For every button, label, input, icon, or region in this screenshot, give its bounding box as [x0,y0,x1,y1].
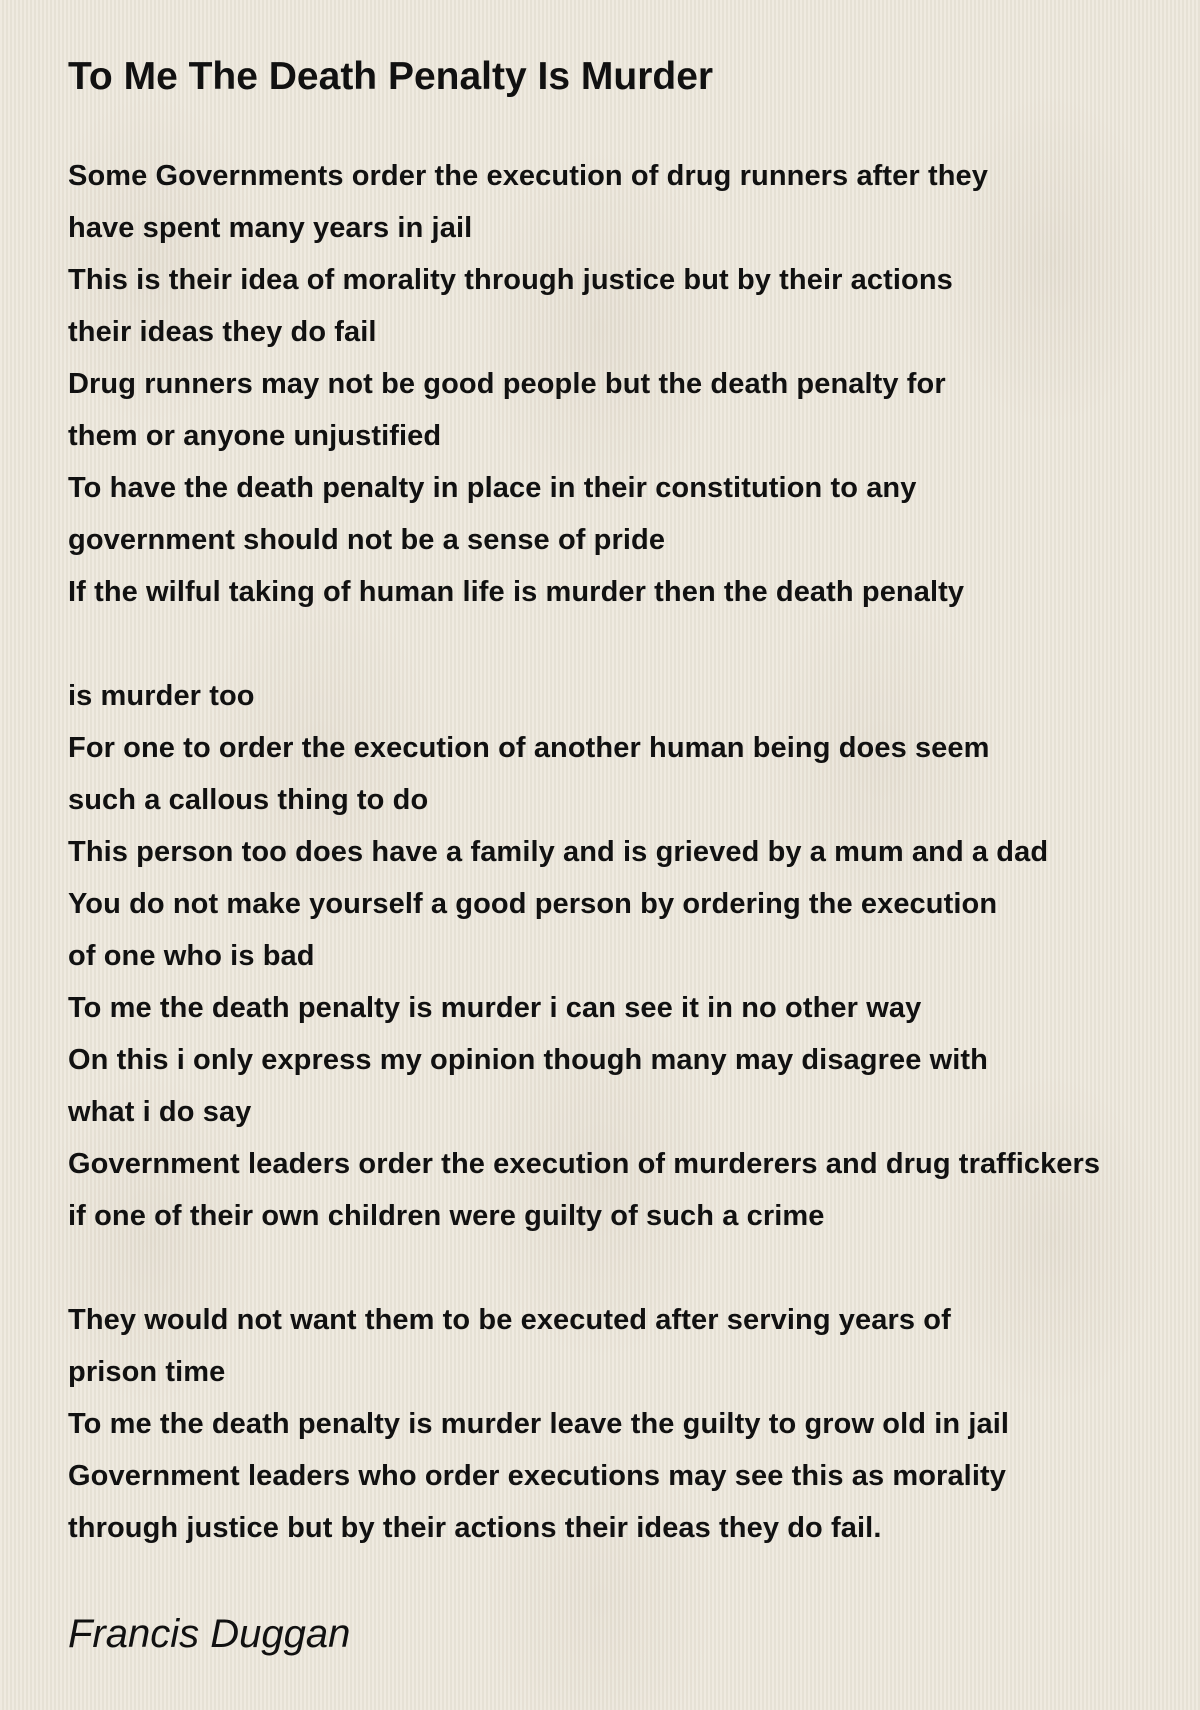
stanza-break [68,618,1200,670]
poem-author: Francis Duggan [68,1612,351,1656]
poem-line: If the wilful taking of human life is murder then the death penalty [68,576,965,608]
poem-line: their ideas they do fail [68,316,377,348]
poem-line: Government leaders order the execution of murderers and drug traffickers [68,1148,1101,1180]
poem-line: Drug runners may not be good people but the death penalty for [68,368,946,400]
poem-line: if one of their own children were guilty of such a crime [68,1200,825,1232]
poem-line: through justice but by their actions their ideas they do fail. [68,1512,882,1544]
poem-line: Government leaders who order executions may see this as morality [68,1460,1006,1492]
poem-line: government should not be a sense of pride [68,524,666,556]
poem-line: prison time [68,1356,226,1388]
poem-line: On this i only express my opinion though many may disagree with [68,1044,988,1076]
poem-line: This person too does have a family and is grieved by a mum and a dad [68,836,1049,868]
poem-line: them or anyone unjustified [68,420,442,452]
poem-line: For one to order the execution of another human being does seem [68,732,990,764]
poem-body [68,150,1200,1554]
poem-line: what i do say [68,1096,252,1128]
poem-line: You do not make yourself a good person by ordering the execution [68,888,998,920]
poem-title: To Me The Death Penalty Is Murder [68,55,714,98]
poem-line: They would not want them to be executed after serving years of [68,1304,951,1336]
poem-line: of one who is bad [68,940,315,972]
poem-line: is murder too [68,680,255,712]
poem-line: To me the death penalty is murder i can see it in no other way [68,992,922,1024]
poem-line: To have the death penalty in place in their constitution to any [68,472,917,504]
poem-line: such a callous thing to do [68,784,429,816]
poem-line: This is their idea of morality through justice but by their actions [68,264,953,296]
poem-line: have spent many years in jail [68,212,473,244]
poem-line: To me the death penalty is murder leave the guilty to grow old in jail [68,1408,1010,1440]
poem-line: Some Governments order the execution of drug runners after they [68,160,988,192]
stanza-break [68,1242,1200,1294]
